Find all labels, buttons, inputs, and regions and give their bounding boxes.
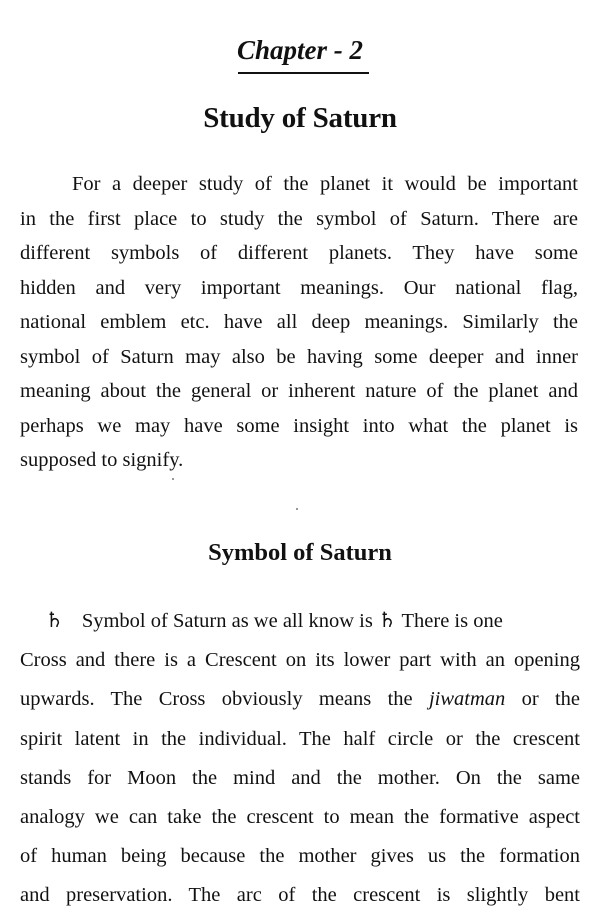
- paragraph-line: symbol of Saturn may also be having some deeper and inner: [20, 345, 578, 368]
- paragraph-line: spirit latent in the individual. The half circle or the crescent: [20, 727, 580, 750]
- section-heading: Symbol of Saturn: [208, 539, 392, 566]
- line-text: upwards. The Cross obviously means the: [20, 688, 413, 711]
- chapter-underline: [238, 72, 369, 74]
- chapter-label: Chapter - 2: [236, 35, 363, 65]
- paragraph-line: hidden and very important meanings. Our national flag,: [20, 276, 578, 299]
- paragraph-line: meaning about the general or inherent nature of the planet and: [20, 380, 578, 402]
- paragraph-line: stands for Moon the mind and the mother. On the same: [20, 766, 580, 789]
- paragraph-line: perhaps we may have some insight into what the planet is: [20, 414, 578, 437]
- paragraph-line: supposed to signify.: [20, 449, 184, 471]
- scan-speck: [172, 478, 174, 480]
- scan-speck: [296, 508, 298, 510]
- italic-term: jiwatman: [428, 688, 506, 711]
- line-text: or the: [521, 688, 581, 711]
- intro-paragraph: [20, 167, 578, 478]
- chapter-title: Study of Saturn: [203, 102, 397, 134]
- paragraph-line: Cross and there is a Crescent on its lower part with an opening: [20, 649, 580, 672]
- paragraph-line: For a deeper study of the planet it would be important: [72, 173, 578, 195]
- paragraph-line: national emblem etc. have all deep meanings. Similarly the: [20, 311, 578, 333]
- paragraph-line: different symbols of different planets. They have some: [20, 242, 578, 264]
- paragraph-line: and preservation. The arc of the crescent is slightly bent: [20, 884, 580, 907]
- paragraph-line: analogy we can take the crescent to mean the formative aspect: [20, 806, 580, 829]
- paragraph-line: of human being because the mother gives us the formation: [20, 845, 580, 868]
- line-text: Symbol of Saturn as we all know is: [81, 610, 373, 632]
- symbol-paragraph: [20, 601, 580, 916]
- paragraph-line: in the first place to study the symbol of Saturn. There are: [20, 207, 578, 230]
- paragraph-line: [20, 680, 580, 719]
- paragraph-line: [20, 601, 580, 641]
- saturn-symbol-icon: ♄: [377, 608, 397, 632]
- line-text: There is one: [401, 610, 503, 632]
- saturn-symbol-icon: ♄: [45, 608, 64, 632]
